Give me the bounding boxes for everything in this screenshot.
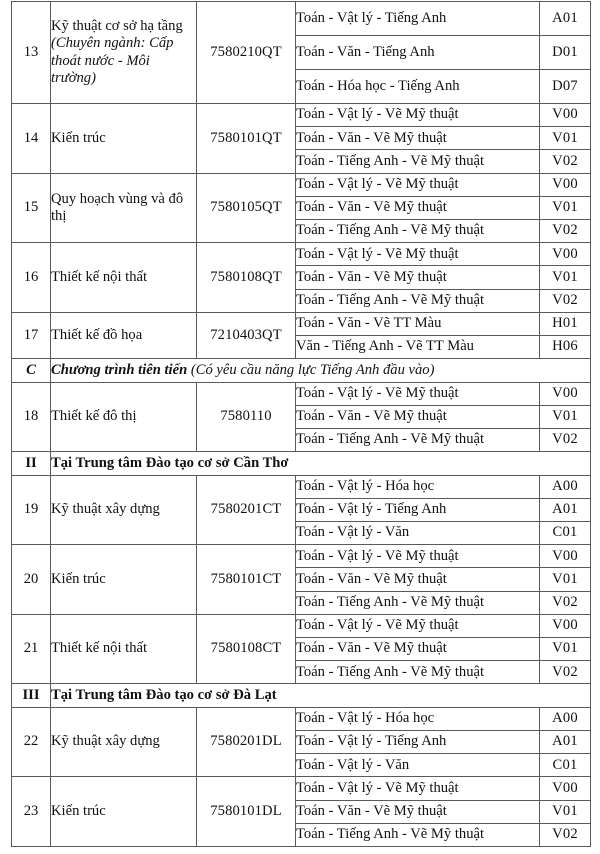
combination-symbol: V02	[540, 219, 591, 242]
combination-symbol: V01	[540, 800, 591, 823]
combination-symbol: H01	[540, 312, 591, 335]
subject-combination: Toán - Văn - Vẽ Mỹ thuật	[296, 637, 540, 660]
major-name-main: Thiết kế nội thất	[51, 268, 148, 285]
admissions-table	[11, 1, 591, 847]
major-code: 7580108QT	[197, 243, 296, 313]
combination-symbol: V02	[540, 289, 591, 312]
table-row	[12, 777, 591, 800]
section-title-main: Tại Trung tâm Đào tạo cơ sở Cần Thơ	[51, 454, 289, 471]
row-index: 16	[12, 243, 51, 313]
table-row	[12, 243, 591, 266]
table-row	[12, 707, 591, 730]
major-name	[51, 614, 197, 684]
combination-symbol: V00	[540, 614, 591, 637]
major-name-main: Kỹ thuật xây dựng	[51, 733, 160, 750]
subject-combination: Toán - Vật lý - Vẽ Mỹ thuật	[296, 545, 540, 568]
combination-symbol: V00	[540, 382, 591, 405]
section-header-row	[12, 359, 591, 383]
row-index: 21	[12, 614, 51, 684]
major-name-main: Kiến trúc	[51, 129, 106, 146]
row-index: 15	[12, 173, 51, 243]
major-name	[51, 475, 197, 545]
combination-symbol: A01	[540, 2, 591, 36]
subject-combination: Toán - Vật lý - Vẽ Mỹ thuật	[296, 104, 540, 127]
subject-combination: Toán - Văn - Vẽ Mỹ thuật	[296, 196, 540, 219]
row-index: 14	[12, 104, 51, 174]
major-code: 7580201CT	[197, 475, 296, 545]
subject-combination: Toán - Vật lý - Tiếng Anh	[296, 2, 540, 36]
combination-symbol: A00	[540, 475, 591, 498]
major-name	[51, 2, 197, 104]
combination-symbol: V01	[540, 196, 591, 219]
table-row	[12, 104, 591, 127]
section-header-row	[12, 684, 591, 708]
major-name-main: Thiết kế đô thị	[51, 408, 137, 425]
section-title	[51, 684, 591, 708]
subject-combination: Toán - Tiếng Anh - Vẽ Mỹ thuật	[296, 150, 540, 173]
table-row	[12, 312, 591, 335]
subject-combination: Văn - Tiếng Anh - Vẽ TT Màu	[296, 335, 540, 358]
section-title-note: (Có yêu cầu năng lực Tiếng Anh đầu vào)	[190, 361, 435, 378]
row-index: 23	[12, 777, 51, 847]
major-name	[51, 707, 197, 777]
combination-symbol: V02	[540, 150, 591, 173]
subject-combination: Toán - Vật lý - Hóa học	[296, 707, 540, 730]
subject-combination: Toán - Tiếng Anh - Vẽ Mỹ thuật	[296, 289, 540, 312]
subject-combination: Toán - Tiếng Anh - Vẽ Mỹ thuật	[296, 428, 540, 451]
subject-combination: Toán - Vật lý - Tiếng Anh	[296, 731, 540, 754]
subject-combination: Toán - Vật lý - Văn	[296, 522, 540, 545]
combination-symbol: V00	[540, 104, 591, 127]
subject-combination: Toán - Văn - Tiếng Anh	[296, 36, 540, 70]
combination-symbol: V01	[540, 405, 591, 428]
combination-symbol: V01	[540, 637, 591, 660]
combination-symbol: A00	[540, 707, 591, 730]
combination-symbol: V01	[540, 568, 591, 591]
major-name	[51, 173, 197, 243]
admissions-table-body	[12, 2, 591, 847]
combination-symbol: V00	[540, 243, 591, 266]
major-name	[51, 243, 197, 313]
combination-symbol: V01	[540, 266, 591, 289]
table-row	[12, 173, 591, 196]
major-name-main: Kiến trúc	[51, 570, 106, 587]
section-index: III	[12, 684, 51, 708]
major-name	[51, 312, 197, 358]
subject-combination: Toán - Vật lý - Tiếng Anh	[296, 498, 540, 521]
row-index: 17	[12, 312, 51, 358]
major-code: 7580101CT	[197, 545, 296, 615]
section-title-main: Chương trình tiên tiến	[51, 361, 188, 378]
subject-combination: Toán - Văn - Vẽ Mỹ thuật	[296, 127, 540, 150]
subject-combination: Toán - Văn - Vẽ Mỹ thuật	[296, 800, 540, 823]
section-title	[51, 452, 591, 476]
combination-symbol: A01	[540, 498, 591, 521]
combination-symbol: D01	[540, 36, 591, 70]
combination-symbol: V02	[540, 661, 591, 684]
subject-combination: Toán - Văn - Vẽ Mỹ thuật	[296, 405, 540, 428]
row-index: 22	[12, 707, 51, 777]
section-title	[51, 359, 591, 383]
combination-symbol: V00	[540, 777, 591, 800]
major-name-main: Quy hoạch vùng và đô thị	[51, 190, 184, 224]
combination-symbol: V00	[540, 173, 591, 196]
combination-symbol: A01	[540, 731, 591, 754]
major-name-note: (Chuyên ngành: Cấp thoát nước - Môi trường)	[51, 35, 174, 86]
major-name	[51, 777, 197, 847]
table-row	[12, 614, 591, 637]
combination-symbol: V00	[540, 545, 591, 568]
section-index: II	[12, 452, 51, 476]
combination-symbol: D07	[540, 70, 591, 104]
major-name	[51, 545, 197, 615]
subject-combination: Toán - Vật lý - Văn	[296, 754, 540, 777]
major-name-main: Kỹ thuật xây dựng	[51, 501, 160, 518]
subject-combination: Toán - Vật lý - Vẽ Mỹ thuật	[296, 173, 540, 196]
major-code: 7580105QT	[197, 173, 296, 243]
row-index: 19	[12, 475, 51, 545]
major-code: 7580108CT	[197, 614, 296, 684]
table-row	[12, 545, 591, 568]
major-name-main: Thiết kế đồ họa	[51, 326, 143, 343]
row-index: 20	[12, 545, 51, 615]
subject-combination: Toán - Tiếng Anh - Vẽ Mỹ thuật	[296, 823, 540, 846]
major-code: 7210403QT	[197, 312, 296, 358]
combination-symbol: C01	[540, 754, 591, 777]
subject-combination: Toán - Vật lý - Vẽ Mỹ thuật	[296, 382, 540, 405]
table-row	[12, 475, 591, 498]
major-code: 7580210QT	[197, 2, 296, 104]
subject-combination: Toán - Văn - Vẽ TT Màu	[296, 312, 540, 335]
subject-combination: Toán - Văn - Vẽ Mỹ thuật	[296, 266, 540, 289]
major-code: 7580110	[197, 382, 296, 452]
row-index: 18	[12, 382, 51, 452]
combination-symbol: H06	[540, 335, 591, 358]
major-code: 7580101DL	[197, 777, 296, 847]
subject-combination: Toán - Văn - Vẽ Mỹ thuật	[296, 568, 540, 591]
combination-symbol: V02	[540, 428, 591, 451]
major-name-main: Kiến trúc	[51, 803, 106, 820]
row-index: 13	[12, 2, 51, 104]
major-name	[51, 382, 197, 452]
major-name-main: Thiết kế nội thất	[51, 640, 148, 657]
subject-combination: Toán - Tiếng Anh - Vẽ Mỹ thuật	[296, 219, 540, 242]
table-row	[12, 382, 591, 405]
section-header-row	[12, 452, 591, 476]
subject-combination: Toán - Hóa học - Tiếng Anh	[296, 70, 540, 104]
major-name	[51, 104, 197, 174]
subject-combination: Toán - Vật lý - Vẽ Mỹ thuật	[296, 614, 540, 637]
subject-combination: Toán - Vật lý - Vẽ Mỹ thuật	[296, 777, 540, 800]
combination-symbol: V01	[540, 127, 591, 150]
table-row	[12, 2, 591, 36]
subject-combination: Toán - Tiếng Anh - Vẽ Mỹ thuật	[296, 591, 540, 614]
subject-combination: Toán - Tiếng Anh - Vẽ Mỹ thuật	[296, 661, 540, 684]
major-code: 7580101QT	[197, 104, 296, 174]
subject-combination: Toán - Vật lý - Hóa học	[296, 475, 540, 498]
combination-symbol: V02	[540, 823, 591, 846]
section-title-main: Tại Trung tâm Đào tạo cơ sở Đà Lạt	[51, 686, 277, 703]
subject-combination: Toán - Vật lý - Vẽ Mỹ thuật	[296, 243, 540, 266]
combination-symbol: C01	[540, 522, 591, 545]
combination-symbol: V02	[540, 591, 591, 614]
major-code: 7580201DL	[197, 707, 296, 777]
major-name-main: Kỹ thuật cơ sở hạ tầng	[51, 18, 183, 35]
section-index: C	[12, 359, 51, 383]
